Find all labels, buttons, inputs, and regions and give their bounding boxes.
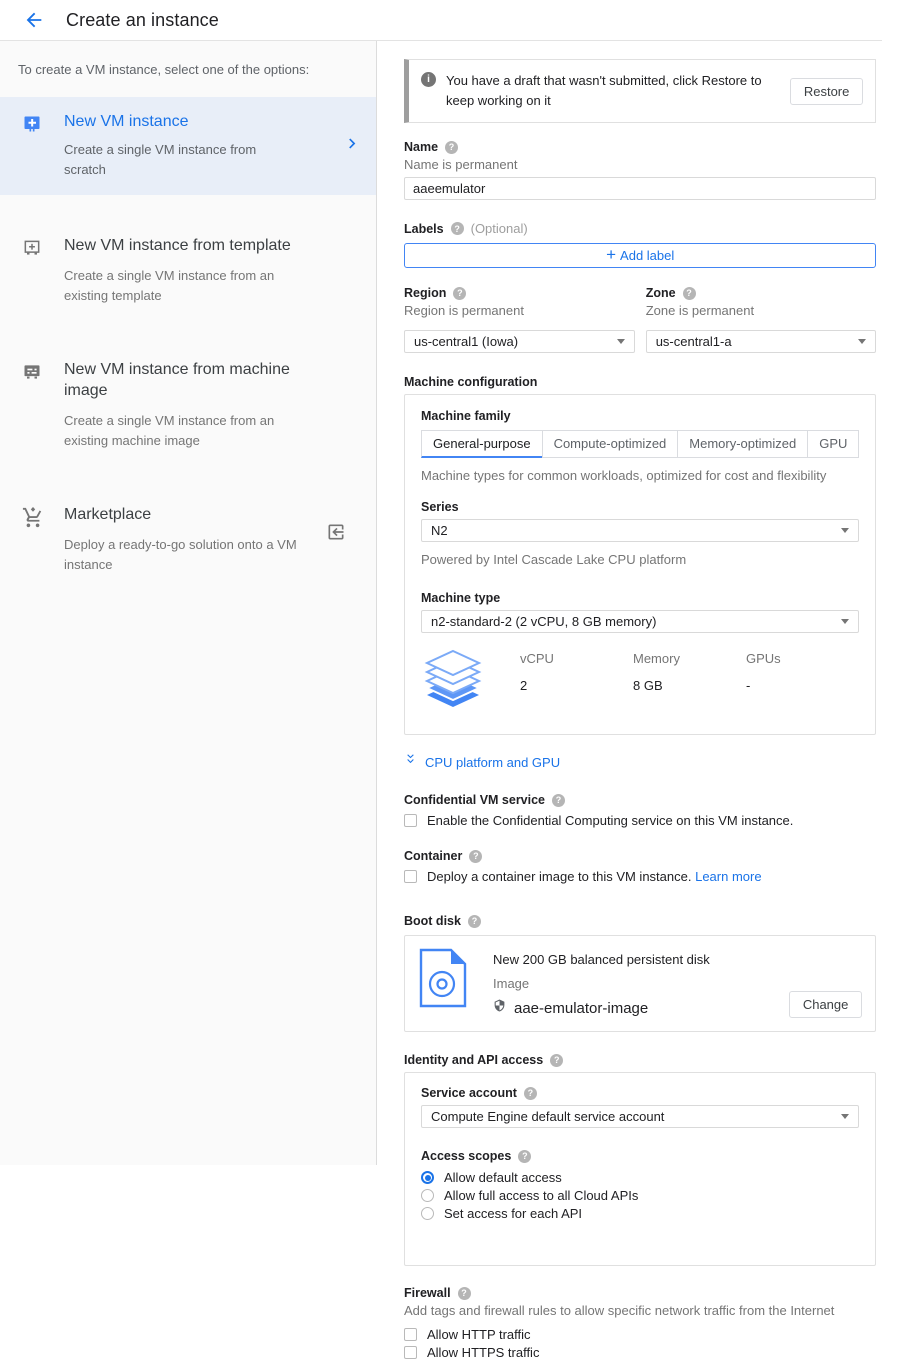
machine-type-select[interactable] [421,610,859,633]
allow-https-checkbox[interactable] [404,1346,417,1359]
container-section [404,849,876,884]
confidential-vm-section [404,793,876,828]
identity-api-section [404,1053,876,1266]
radio-allow-default-access[interactable] [421,1170,859,1185]
series-value: N2 [431,523,448,539]
spec-label: vCPU [520,651,554,667]
identity-api-label: Identity and API access [404,1053,544,1068]
name-hint: Name is permanent [404,157,518,173]
option-title: New VM instance from machine image [64,361,290,399]
open-in-panel-icon [326,522,346,547]
page-header [0,0,882,41]
container-checkbox[interactable] [404,870,417,883]
boot-disk-label: Boot disk [404,914,461,929]
name-label: Name [404,140,439,155]
sidebar-item-marketplace[interactable] [0,490,376,590]
zone-select[interactable] [646,330,877,353]
help-icon[interactable]: ? [445,141,458,154]
series-hint: Powered by Intel Cascade Lake CPU platform [421,552,687,568]
restore-button[interactable]: Restore [790,78,864,105]
machine-family-hint: Machine types for common workloads, optimized for cost and flexibility [421,468,827,484]
dropdown-caret-icon [841,1114,849,1119]
spec-label: Memory [633,651,680,667]
tab-memory-optimized[interactable]: Memory-optimized [677,430,808,458]
option-description: Create a single VM instance from an existing machine image [64,412,275,448]
tab-gpu[interactable]: GPU [807,430,859,458]
help-icon[interactable]: ? [683,287,696,300]
name-section [404,140,876,200]
sidebar-item-new-vm-from-machine-image[interactable] [0,345,376,466]
spec-value: 2 [520,678,528,694]
help-icon[interactable]: ? [469,850,482,863]
help-icon[interactable]: ? [518,1150,531,1163]
name-input[interactable] [404,177,876,200]
labels-label: Labels [404,221,444,236]
spec-value: 8 GB [633,678,663,694]
region-section [404,286,635,353]
zone-section [646,286,877,353]
zone-value: us-central1-a [655,334,732,350]
dropdown-caret-icon [617,339,625,344]
tab-compute-optimized[interactable]: Compute-optimized [542,430,679,458]
vm-template-icon [22,238,42,263]
region-value: us-central1 (Iowa) [414,334,519,350]
service-account-label: Service account [421,1086,517,1101]
help-icon[interactable]: ? [453,287,466,300]
radio-icon[interactable] [421,1207,434,1220]
service-account-value: Compute Engine default service account [431,1109,665,1125]
series-label: Series [421,500,459,515]
firewall-label: Firewall [404,1286,451,1301]
machine-image-icon [22,362,42,387]
spec-vcpu [520,651,633,693]
option-title: Marketplace [64,506,152,524]
page-title: Create an instance [66,9,219,30]
machine-type-label: Machine type [421,591,501,606]
region-select[interactable] [404,330,635,353]
options-sidebar [0,41,377,1165]
change-boot-disk-button[interactable]: Change [789,991,863,1018]
identity-api-card [404,1072,876,1266]
machine-configuration-section [404,375,876,735]
boot-disk-title: New 200 GB balanced persistent disk [493,952,710,968]
zone-hint: Zone is permanent [645,303,755,319]
shield-icon [493,998,506,1018]
option-description: Create a single VM instance from an existing template [64,267,275,304]
option-description: Create a single VM instance from scratch [64,141,257,177]
radio-icon[interactable] [421,1189,434,1202]
spec-label: GPUs [746,651,781,667]
radio-label: Allow full access to all Cloud APIs [444,1188,639,1204]
marketplace-cart-icon [22,507,42,534]
container-text: Deploy a container image to this VM instance. [427,869,692,885]
labels-section [404,221,876,268]
radio-label: Allow default access [444,1170,562,1186]
spec-gpus [746,651,859,693]
option-description: Deploy a ready-to-go solution onto a VM instance [64,536,297,572]
option-title: New VM instance from template [64,237,291,255]
access-scopes-label: Access scopes [421,1149,512,1164]
learn-more-link[interactable]: Learn more [695,869,762,885]
add-label-text: Add label [620,248,675,264]
container-label: Container [404,849,463,864]
back-arrow-icon[interactable] [22,8,46,32]
allow-https-label: Allow HTTPS traffic [427,1345,540,1360]
machine-family-tabs [421,430,859,458]
confidential-vm-checkbox[interactable] [404,814,417,827]
region-hint: Region is permanent [404,303,524,319]
create-instance-form [377,41,916,1360]
boot-disk-image-name: aae-emulator-image [514,999,649,1017]
allow-http-checkbox[interactable] [404,1328,417,1341]
confidential-vm-label: Confidential VM service [404,793,546,808]
access-scopes-radio-group [421,1170,859,1221]
radio-set-access-each-api[interactable] [421,1206,859,1221]
machine-family-label: Machine family [421,409,511,424]
region-label: Region [404,286,447,301]
allow-http-label: Allow HTTP traffic [427,1327,531,1343]
help-icon[interactable]: ? [451,222,464,235]
disk-icon [419,948,467,1013]
firewall-section [404,1286,876,1360]
boot-disk-card [404,935,876,1032]
labels-optional-text: (Optional) [470,221,528,237]
help-icon[interactable]: ? [458,1287,471,1300]
layers-icon [421,651,485,712]
service-account-select[interactable] [421,1105,859,1128]
cpu-platform-gpu-link[interactable] [404,754,876,771]
machine-specs-row [421,651,859,712]
series-select[interactable] [421,519,859,542]
double-chevron-down-icon [404,754,417,771]
tab-general-purpose[interactable]: General-purpose [421,430,543,458]
sidebar-item-new-vm-from-template[interactable] [0,221,376,321]
help-icon[interactable]: ? [552,794,565,807]
dropdown-caret-icon [841,528,849,533]
region-zone-row [404,286,876,353]
radio-allow-full-access[interactable] [421,1188,859,1203]
draft-banner [404,59,876,123]
boot-disk-section [404,914,876,1032]
info-icon: i [421,72,436,87]
boot-disk-image-label: Image [493,976,530,992]
help-icon[interactable]: ? [524,1087,537,1100]
zone-label: Zone [645,286,676,301]
machine-configuration-label: Machine configuration [404,375,538,390]
confidential-vm-text: Enable the Confidential Computing service on this VM instance. [427,813,794,829]
help-icon[interactable]: ? [468,915,481,928]
sidebar-item-new-vm-instance[interactable] [0,97,376,195]
dropdown-caret-icon [858,339,866,344]
dropdown-caret-icon [841,619,849,624]
firewall-hint: Add tags and firewall rules to allow specific network traffic from the Internet [404,1303,835,1319]
radio-icon[interactable] [421,1171,434,1184]
spec-memory [633,651,746,693]
chevron-right-icon [342,134,362,159]
vm-instance-icon [22,114,42,139]
machine-configuration-card [404,394,876,735]
draft-banner-message: You have a draft that wasn't submitted, click Restore to keep working on it [446,73,762,109]
add-label-button[interactable] [404,243,876,268]
machine-type-value: n2-standard-2 (2 vCPU, 8 GB memory) [431,614,657,630]
add-icon: + [606,245,617,265]
help-icon[interactable]: ? [550,1054,563,1067]
option-title: New VM instance [64,113,189,130]
radio-label: Set access for each API [444,1206,583,1222]
cpu-platform-gpu-text: CPU platform and GPU [425,755,561,771]
spec-value: - [746,678,751,694]
sidebar-intro-text: To create a VM instance, select one of the options: [18,62,310,77]
